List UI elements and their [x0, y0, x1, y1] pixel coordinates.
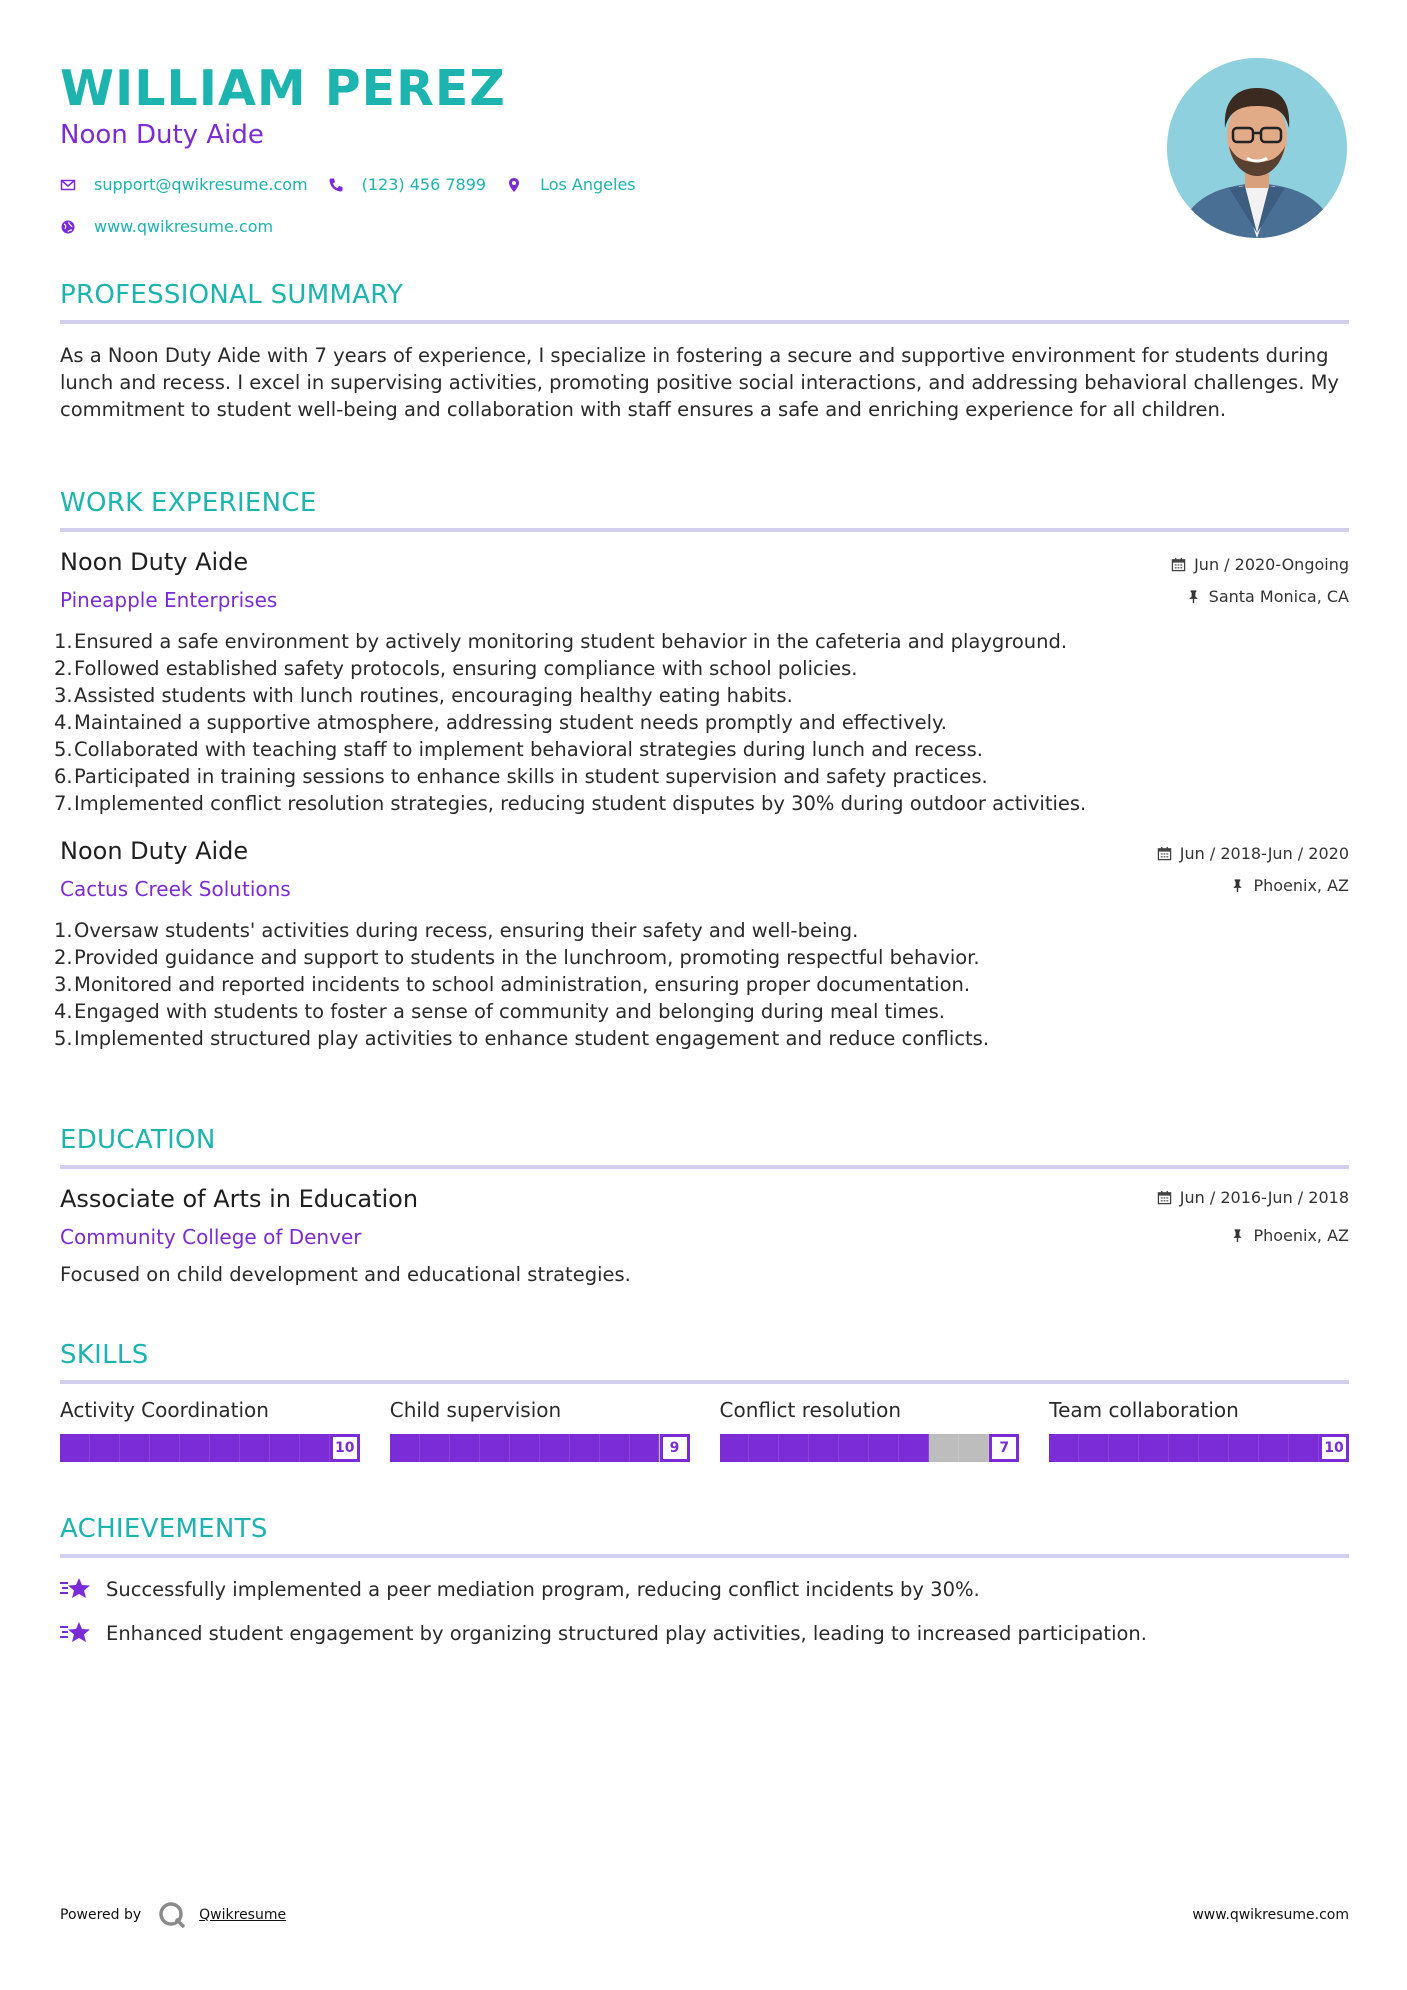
skill-item: [1049, 1398, 1349, 1462]
achievements-list: [60, 1574, 1349, 1648]
skill-bar-segment: [1109, 1434, 1139, 1462]
job-meta: [1171, 554, 1349, 606]
phone-text: (123) 456 7899: [361, 175, 487, 194]
list-item: 5. Collaborated with teaching staff to implement behavioral strategies during lunch and recess.: [54, 738, 983, 761]
skill-name: Conflict resolution: [719, 1398, 902, 1422]
education-section: [60, 1125, 1349, 1286]
pushpin-icon: [1230, 878, 1245, 893]
footer-website[interactable]: www.qwikresume.com: [1192, 1907, 1349, 1923]
contact-row-website: [60, 217, 293, 236]
school-name: Community College of Denver: [60, 1225, 362, 1249]
job-title: Noon Duty Aide: [60, 548, 249, 576]
skills-heading: SKILLS: [60, 1340, 149, 1370]
skill-name: Team collaboration: [1049, 1398, 1239, 1422]
job-dates-text: Jun / 2020-Ongoing: [1194, 554, 1349, 574]
star-icon: [60, 1576, 92, 1602]
education-description: Focused on child development and educational strategies.: [60, 1263, 631, 1286]
job-entry: [54, 548, 1349, 817]
skill-bar-segment: [300, 1434, 330, 1462]
email-text: support@qwikresume.com: [94, 175, 308, 194]
skill-bar-segment: [1229, 1434, 1259, 1462]
list-item: 6. Participated in training sessions to enhance skills in student supervision and safety practices.: [54, 765, 988, 788]
skill-bar-segment: [749, 1434, 779, 1462]
skill-bar-segment: [480, 1434, 510, 1462]
profile-photo-image: [1167, 58, 1347, 238]
skill-bar-segment: [1169, 1434, 1199, 1462]
skill-bar-segment: [1139, 1434, 1169, 1462]
achievement-item: [60, 1618, 1349, 1648]
skill-bar-segment: [270, 1434, 300, 1462]
skills-grid: [60, 1398, 1349, 1462]
pushpin-icon: [1230, 1228, 1245, 1243]
list-item: 1. Ensured a safe environment by actively monitoring student behavior in the cafeteria and playground.: [54, 630, 1068, 653]
summary-heading: PROFESSIONAL SUMMARY: [60, 280, 404, 310]
skill-bar-segment: [570, 1434, 600, 1462]
map-pin-icon: [506, 177, 522, 193]
skill-item: [390, 1398, 690, 1462]
skill-bar-segment: [869, 1434, 899, 1462]
skill-name: Child supervision: [389, 1398, 562, 1422]
calendar-icon: [1157, 1190, 1172, 1205]
skill-bar-segment: [1049, 1434, 1079, 1462]
location-text: Los Angeles: [540, 175, 636, 194]
skills-section: [60, 1340, 1349, 1462]
powered-by-label: Powered by: [60, 1907, 142, 1923]
skill-item: [60, 1398, 360, 1462]
skill-bar: [720, 1434, 1020, 1462]
skill-bar: [1049, 1434, 1349, 1462]
achievements-heading: ACHIEVEMENTS: [60, 1514, 268, 1544]
skill-bar-segment: [630, 1434, 660, 1462]
list-item: 4. Engaged with students to foster a sense of community and belonging during meal times.: [54, 1000, 945, 1023]
education-dates: [1157, 1187, 1349, 1207]
experience-heading: WORK EXPERIENCE: [60, 488, 317, 518]
list-item: 1. Oversaw students' activities during recess, ensuring their safety and well-being.: [54, 919, 859, 942]
skill-bar-segment: [1079, 1434, 1109, 1462]
skill-bar-segment: [600, 1434, 630, 1462]
skill-bar-segment: [929, 1434, 959, 1462]
star-icon: [60, 1620, 92, 1646]
skill-bar-segment: [959, 1434, 989, 1462]
skill-bar-segment: [779, 1434, 809, 1462]
job-location: [1171, 586, 1349, 606]
skill-score: 9: [660, 1434, 690, 1462]
skill-score: 10: [330, 1434, 360, 1462]
achievement-text: Successfully implemented a peer mediation program, reducing conflict incidents by 30%.: [106, 1577, 980, 1601]
achievement-text: Enhanced student engagement by organizing structured play activities, leading to increased participation.: [106, 1621, 1147, 1645]
education-entry: [60, 1185, 1349, 1286]
education-location: [1157, 1225, 1349, 1245]
summary-text: As a Noon Duty Aide with 7 years of experience, I specialize in fostering a secure and supportive environment for students during lunch and recess. I excel in supervising activities, promoting positive social interactions, and addressing behavioral challenges. My commitment to student well-being and collaboration with staff ensures a safe and enriching experience for all children.: [60, 344, 1339, 421]
qwikresume-logo-icon: [157, 1900, 187, 1930]
website-text: www.qwikresume.com: [94, 217, 274, 236]
contact-row: [60, 175, 656, 194]
job-dates: [1171, 554, 1349, 574]
contact-email[interactable]: [60, 175, 308, 194]
skill-bar-segment: [210, 1434, 240, 1462]
calendar-icon: [1157, 846, 1172, 861]
section-divider: [60, 1554, 1349, 1558]
achievements-section: [60, 1514, 1349, 1648]
skill-bar-segment: [90, 1434, 120, 1462]
skill-bar-segment: [1199, 1434, 1229, 1462]
skill-bar-segment: [510, 1434, 540, 1462]
skill-bar-segment: [839, 1434, 869, 1462]
contact-location: [506, 175, 636, 194]
section-divider: [60, 528, 1349, 532]
education-meta: [1157, 1187, 1349, 1245]
skill-item: [720, 1398, 1020, 1462]
phone-icon: [328, 177, 344, 193]
footer-branding: [60, 1900, 286, 1930]
achievement-item: [60, 1574, 1349, 1604]
skill-bar-segment: [540, 1434, 570, 1462]
contact-website[interactable]: [60, 217, 273, 236]
skill-bar-segment: [1289, 1434, 1319, 1462]
skill-bar-segment: [180, 1434, 210, 1462]
candidate-title: Noon Duty Aide: [60, 120, 264, 150]
job-location-text: Santa Monica, CA: [1208, 586, 1349, 606]
candidate-name: WILLIAM PEREZ: [60, 60, 506, 117]
list-item: 2. Provided guidance and support to students in the lunchroom, promoting respectful behavior.: [54, 946, 980, 969]
education-location-text: Phoenix, AZ: [1253, 1225, 1349, 1245]
skill-bar-segment: [60, 1434, 90, 1462]
skill-score: 10: [1319, 1434, 1349, 1462]
job-company: Pineapple Enterprises: [60, 588, 278, 612]
list-item: 7. Implemented conflict resolution strategies, reducing student disputes by 30% during outdoor activities.: [54, 792, 1087, 815]
calendar-icon: [1171, 557, 1186, 572]
section-divider: [60, 1380, 1349, 1384]
list-item: 2. Followed established safety protocols, ensuring compliance with school policies.: [54, 657, 858, 680]
job-title: Noon Duty Aide: [60, 837, 249, 865]
education-heading: EDUCATION: [60, 1125, 216, 1155]
job-meta: [1157, 843, 1349, 895]
skill-bar-segment: [150, 1434, 180, 1462]
list-item: 3. Monitored and reported incidents to school administration, ensuring proper documentation.: [54, 973, 971, 996]
education-dates-text: Jun / 2016-Jun / 2018: [1179, 1187, 1349, 1207]
skill-bar-segment: [390, 1434, 420, 1462]
profile-photo: [1167, 58, 1347, 238]
job-entry: [54, 837, 1349, 1052]
skill-bar-segment: [809, 1434, 839, 1462]
section-divider: [60, 1165, 1349, 1169]
qwikresume-link[interactable]: Qwikresume: [199, 1907, 287, 1923]
skill-bar: [60, 1434, 360, 1462]
skill-bar-segment: [1259, 1434, 1289, 1462]
skill-score: 7: [989, 1434, 1019, 1462]
job-bullets: [54, 628, 1349, 817]
job-location-text: Phoenix, AZ: [1253, 875, 1349, 895]
job-company: Cactus Creek Solutions: [60, 877, 291, 901]
globe-icon: [60, 219, 76, 235]
experience-section: [54, 488, 1349, 1052]
skill-bar-segment: [899, 1434, 929, 1462]
envelope-icon: [60, 177, 76, 193]
skill-bar: [390, 1434, 690, 1462]
resume-header: [60, 0, 1347, 258]
skill-name: Activity Coordination: [60, 1398, 269, 1422]
contact-phone[interactable]: [328, 175, 486, 194]
job-dates-text: Jun / 2018-Jun / 2020: [1179, 843, 1349, 863]
resume-footer: [60, 1900, 1349, 1930]
job-bullets: [54, 917, 1349, 1052]
job-location: [1157, 875, 1349, 895]
degree-title: Associate of Arts in Education: [60, 1185, 419, 1213]
list-item: 5. Implemented structured play activities to enhance student engagement and reduce conflicts.: [54, 1027, 990, 1050]
section-divider: [60, 320, 1349, 324]
skill-bar-segment: [450, 1434, 480, 1462]
skill-bar-segment: [120, 1434, 150, 1462]
list-item: 4. Maintained a supportive atmosphere, addressing student needs promptly and effectively.: [54, 711, 947, 734]
skill-bar-segment: [720, 1434, 750, 1462]
skill-bar-segment: [420, 1434, 450, 1462]
skill-bar-segment: [240, 1434, 270, 1462]
job-dates: [1157, 843, 1349, 863]
pushpin-icon: [1186, 589, 1201, 604]
list-item: 3. Assisted students with lunch routines, encouraging healthy eating habits.: [54, 684, 793, 707]
summary-section: [60, 280, 1349, 423]
